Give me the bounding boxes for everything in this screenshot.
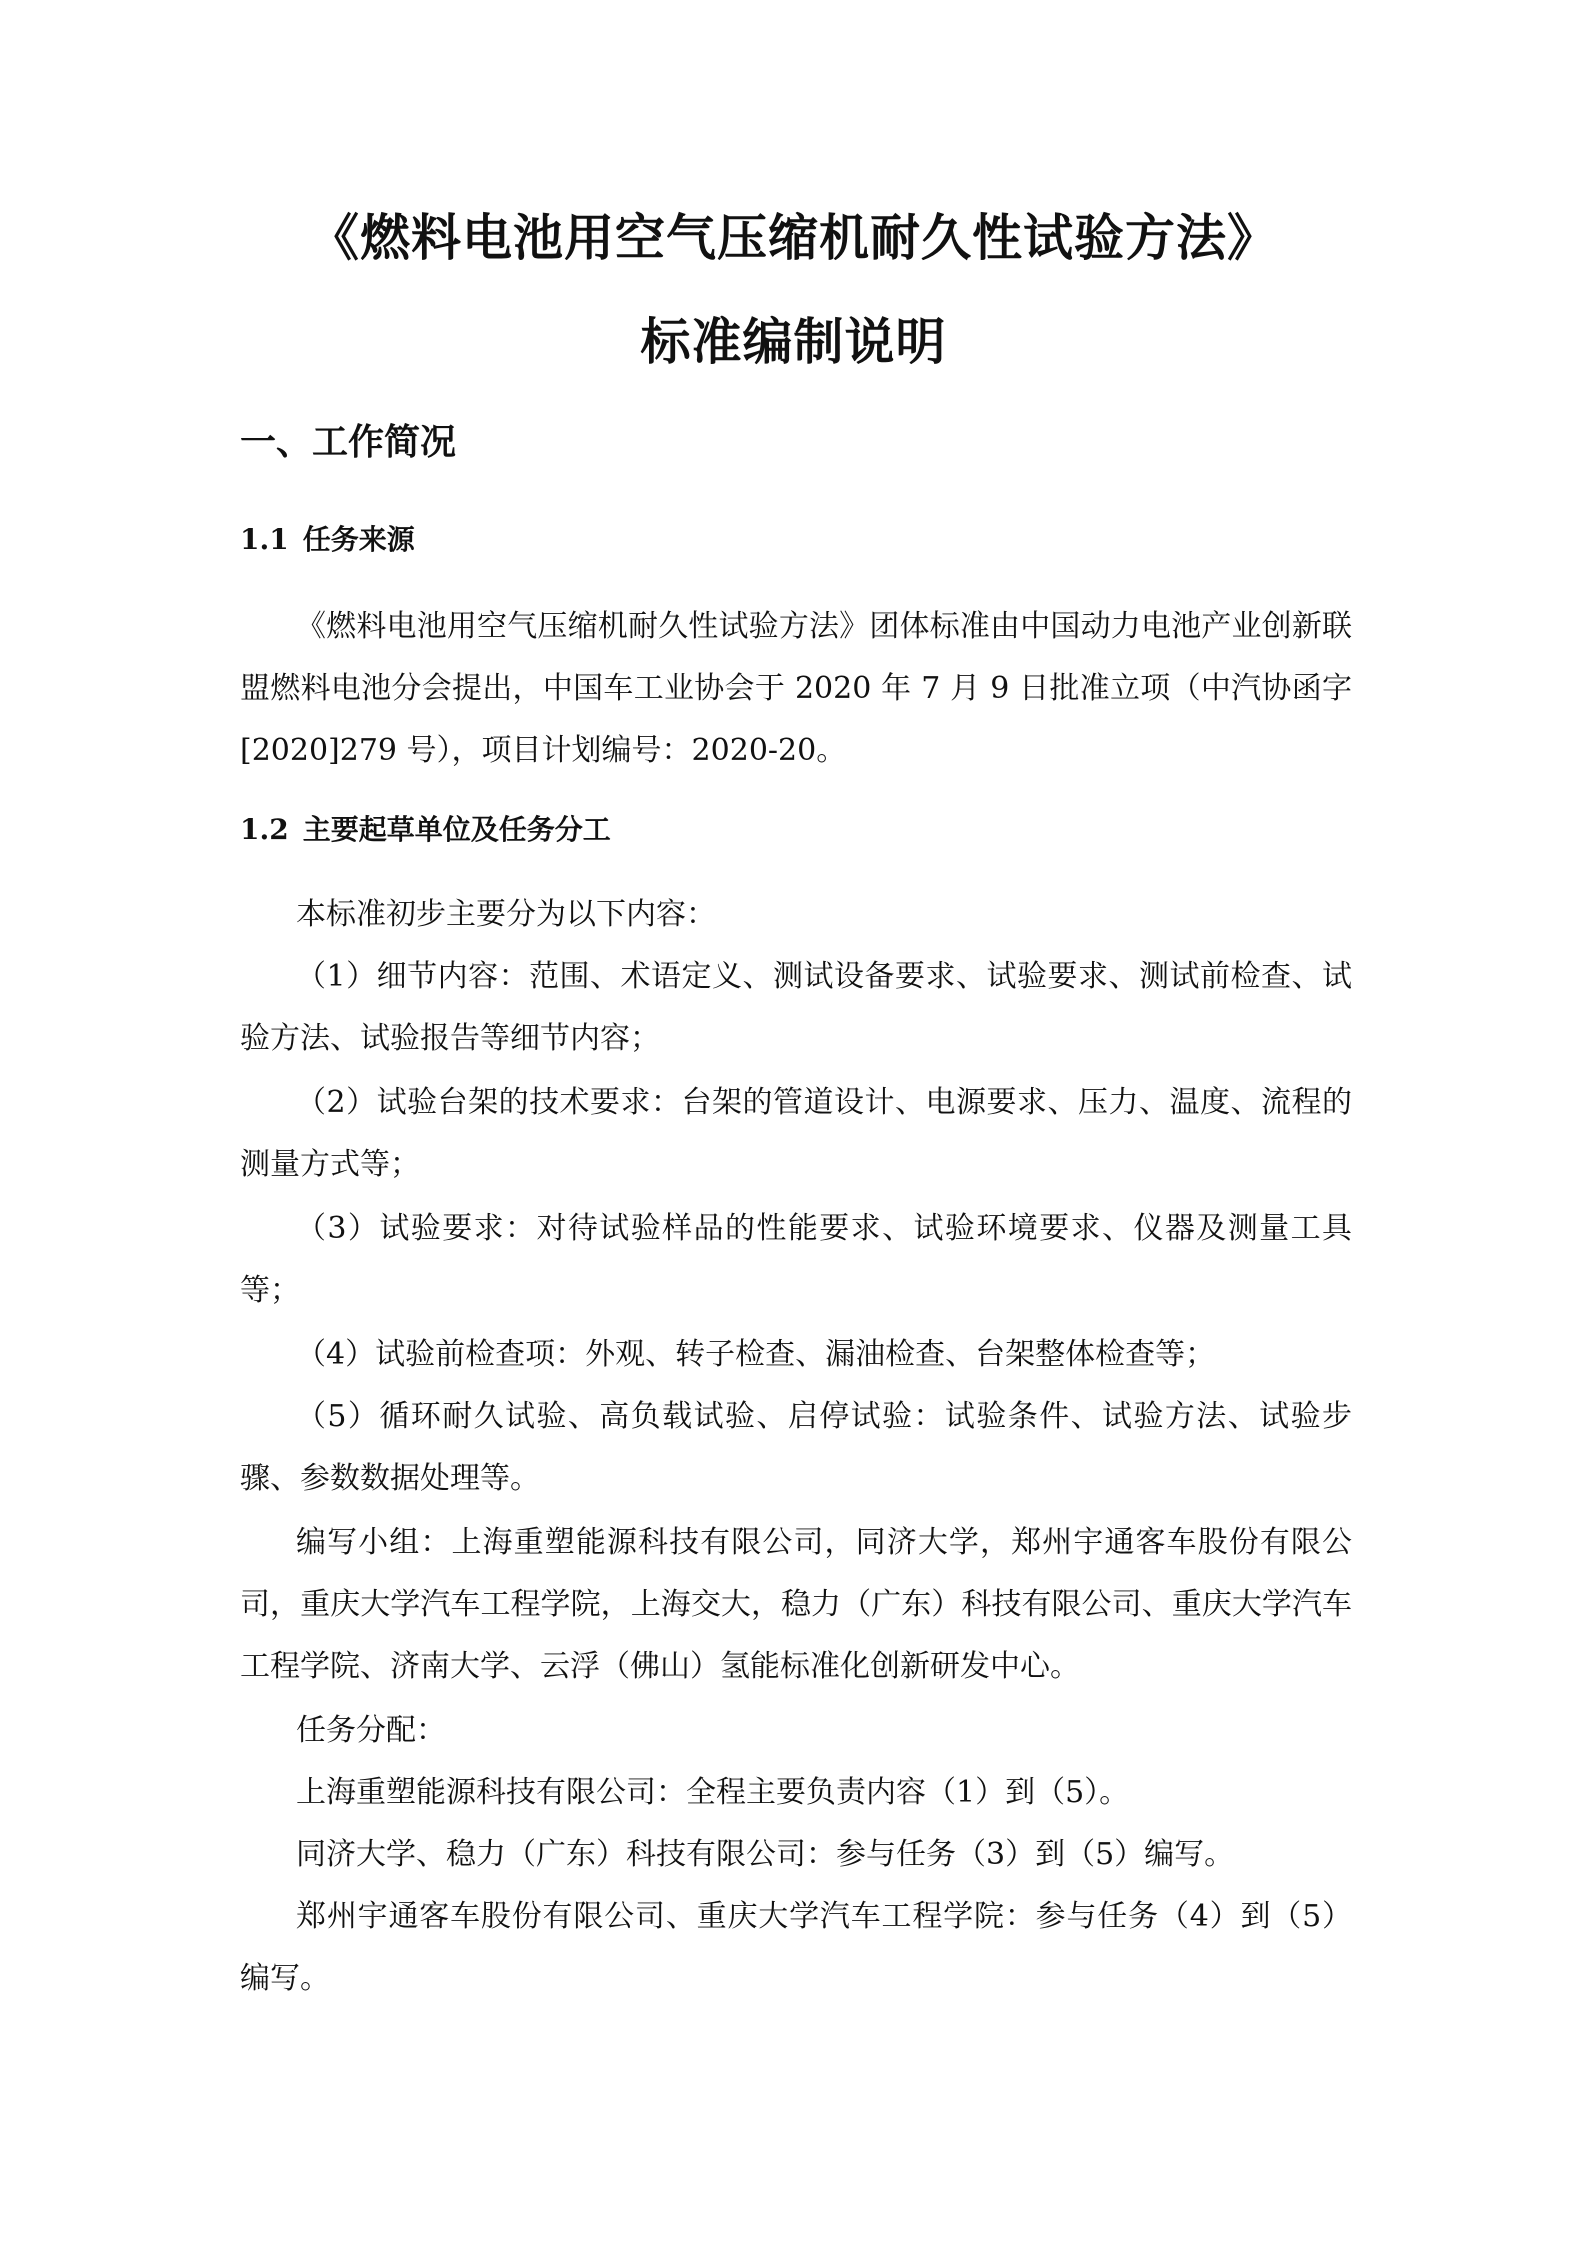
subsection-number: 1.1 xyxy=(240,523,289,556)
subsection-heading-task-source xyxy=(240,520,415,560)
document-subtitle: 标准编制说明 xyxy=(640,313,947,371)
task-source-paragraph: 《燃料电池用空气压缩机耐久性试验方法》团体标准由中国动力电池产业创新联盟燃料电池分会提出，中国车工业协会于 2020 年 7 月 9 日批准立项（中汽协函字[2020]279 号），项目计划编号：2020-20。 xyxy=(240,609,1352,768)
subsection-heading-drafting-units xyxy=(240,810,611,850)
assignment-item-3: 郑州宇通客车股份有限公司、重庆大学汽车工程学院：参与任务（4）到（5）编写。 xyxy=(240,1899,1352,1996)
subsection-title: 主要起草单位及任务分工 xyxy=(302,813,611,846)
subsection-title: 任务来源 xyxy=(302,523,415,556)
content-item-1: （1）细节内容：范围、术语定义、测试设备要求、试验要求、测试前检查、试验方法、试验报告等细节内容； xyxy=(240,959,1352,1056)
assignment-item-2: 同济大学、稳力（广东）科技有限公司：参与任务（3）到（5）编写。 xyxy=(296,1837,1235,1872)
assignment-item-1: 上海重塑能源科技有限公司：全程主要负责内容（1）到（5）。 xyxy=(296,1775,1130,1810)
content-item-3: （3）试验要求：对待试验样品的性能要求、试验环境要求、仪器及测量工具等； xyxy=(240,1211,1352,1308)
subsection-number: 1.2 xyxy=(240,813,289,846)
document-title: 《燃料电池用空气压缩机耐久性试验方法》 xyxy=(309,209,1278,267)
section-heading-work-overview: 一、工作简况 xyxy=(240,422,457,463)
content-item-4: （4）试验前检查项：外观、转子检查、漏油检查、台架整体检查等； xyxy=(296,1337,1216,1372)
content-item-5: （5）循环耐久试验、高负载试验、启停试验：试验条件、试验方法、试验步骤、参数数据处理等。 xyxy=(240,1399,1352,1496)
contents-intro-paragraph: 本标准初步主要分为以下内容： xyxy=(296,897,716,932)
drafting-team-paragraph: 编写小组：上海重塑能源科技有限公司，同济大学，郑州宇通客车股份有限公司，重庆大学汽车工程学院，上海交大，稳力（广东）科技有限公司、重庆大学汽车工程学院、济南大学、云浮（佛山）氢能标准化创新研发中心。 xyxy=(240,1525,1352,1684)
content-item-2: （2）试验台架的技术要求：台架的管道设计、电源要求、压力、温度、流程的测量方式等； xyxy=(240,1085,1352,1182)
task-assignment-heading: 任务分配： xyxy=(296,1713,446,1748)
